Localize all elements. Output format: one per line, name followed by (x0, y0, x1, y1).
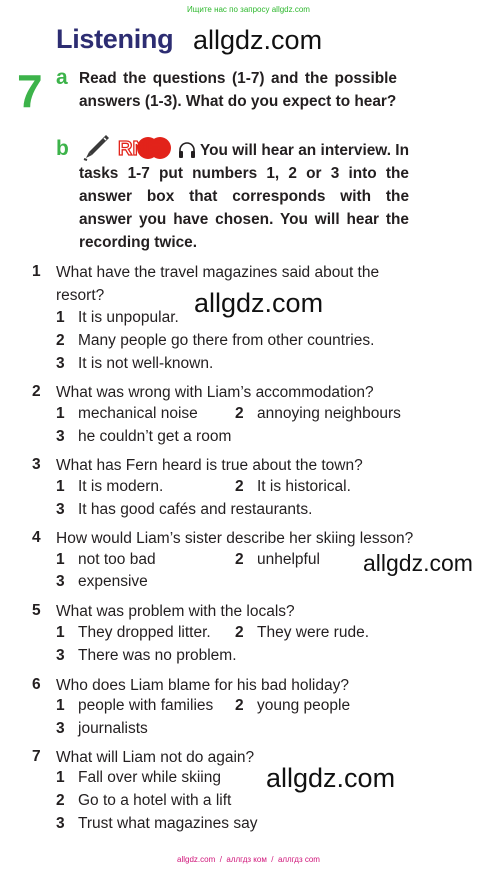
part-b-instruction: You will hear an interview. In tasks 1-7 put numbers 1, 2 or 3 into the answer box that corresponds with the answer you have chosen. You will hear the recording twice. (79, 142, 409, 251)
option-number: 1 (56, 478, 65, 495)
watermark: allgdz.com (193, 25, 323, 55)
option-number: 2 (235, 478, 244, 495)
option-number: 3 (56, 501, 65, 518)
option-text: journalists (78, 720, 148, 737)
option-text: It is modern. (78, 478, 164, 495)
option-number: 1 (56, 769, 65, 786)
option-text: Go to a hotel with a lift (78, 792, 232, 809)
option-number: 3 (56, 573, 65, 590)
option-text: They were rude. (257, 624, 369, 641)
question-text: What was problem with the locals? (56, 603, 295, 620)
question-text: What was wrong with Liam’s accommodation? (56, 384, 374, 401)
option-number: 1 (56, 624, 65, 641)
top-note: Ищите нас по запросу allgdz.com (187, 5, 310, 14)
page-title: Listening (56, 24, 174, 54)
option-text: It has good cafés and restaurants. (78, 501, 313, 518)
option-number: 1 (56, 405, 65, 422)
option-text: Many people go there from other countries. (78, 332, 375, 349)
question-text: What will Liam not do again? (56, 749, 255, 766)
option-number: 2 (235, 697, 244, 714)
question-text: What has Fern heard is true about the town? (56, 457, 363, 474)
option-number: 3 (56, 355, 65, 372)
watermark: allgdz.com (363, 550, 473, 576)
question-text: Who does Liam blame for his bad holiday? (56, 677, 349, 694)
option-number: 3 (56, 428, 65, 445)
option-number: 3 (56, 720, 65, 737)
option-text: people with families (78, 697, 214, 714)
part-a-instruction: Read the questions (1-7) and the possible answers (1-3). What do you expect to hear? (79, 70, 397, 110)
watermark: allgdz.com (266, 763, 396, 793)
option-text: Trust what magazines say (78, 815, 258, 832)
option-text: young people (257, 697, 351, 714)
option-text: They dropped litter. (78, 624, 211, 641)
option-text: not too bad (78, 551, 156, 568)
question-text: What have the travel magazines said about the (56, 264, 380, 281)
part-a-letter: a (56, 66, 68, 89)
option-number: 2 (235, 624, 244, 641)
question-number: 7 (32, 748, 41, 765)
option-text: mechanical noise (78, 405, 198, 422)
option-text: It is unpopular. (78, 309, 179, 326)
question-text: How would Liam’s sister describe her skiing lesson? (56, 530, 414, 547)
question-number: 2 (32, 383, 41, 400)
part-b-letter: b (56, 137, 69, 160)
question-number: 5 (32, 602, 41, 619)
question-number: 3 (32, 456, 41, 473)
option-number: 1 (56, 551, 65, 568)
option-number: 3 (56, 815, 65, 832)
option-number: 1 (56, 697, 65, 714)
option-text: expensive (78, 573, 148, 590)
question-number: 1 (32, 263, 41, 280)
option-number: 3 (56, 647, 65, 664)
option-number: 2 (56, 792, 65, 809)
option-text: Fall over while skiing (78, 769, 221, 786)
option-number: 1 (56, 309, 65, 326)
watermark: allgdz.com (194, 288, 324, 318)
option-text: There was no problem. (78, 647, 237, 664)
option-text: It is historical. (257, 478, 351, 495)
question-number: 6 (32, 676, 41, 693)
option-number: 2 (235, 405, 244, 422)
question-number: 4 (32, 529, 41, 546)
option-text: unhelpful (257, 551, 320, 568)
question-text-cont: resort? (56, 287, 105, 304)
footer-note: allgdz.com / аллгдз ком / аллгдз com (177, 855, 320, 864)
option-number: 2 (235, 551, 244, 568)
option-number: 2 (56, 332, 65, 349)
exercise-number: 7 (17, 65, 43, 117)
rne-logo-text: RNE (118, 138, 161, 160)
option-text: he couldn’t get a room (78, 428, 232, 445)
option-text: It is not well-known. (78, 355, 214, 372)
option-text: annoying neighbours (257, 405, 401, 422)
